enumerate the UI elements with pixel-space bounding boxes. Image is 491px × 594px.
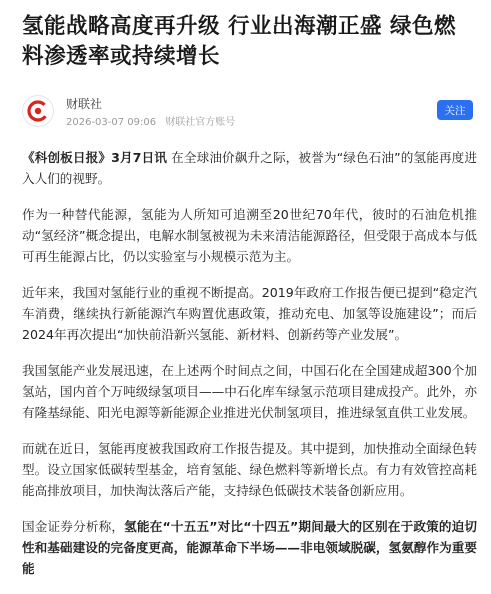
paragraph-text: 在全球油价飙升之际，被誉为“绿色石油”的氢能再度进入人们的视野。 — [22, 150, 477, 186]
article-title: 氢能战略高度再升级 行业出海潮正盛 绿色燃料渗透率或持续增长 — [22, 14, 456, 69]
paragraph-1 — [22, 147, 477, 189]
publish-timestamp: 2026-03-07 09:06 — [66, 117, 157, 128]
author-account-label: 财联社官方账号 — [165, 117, 236, 128]
paragraph-6 — [22, 516, 477, 579]
paragraph-3: 近年来，我国对氢能行业的重视不断提高。2019年政府工作报告便已提到“稳定汽车消费，继续执行新能源汽车购置优惠政策，推动充电、加氢等设施建设”；而后2024年再次提出“加快前沿新兴氢能、新材料、创新药等产业发展”。 — [22, 285, 477, 342]
paragraph-5: 而就在近日，氢能再度被我国政府工作报告提及。其中提到，加快推动全面绿色转型。设立国家低碳转型基金，培育氢能、绿色燃料等新增长点。有力有效管控高耗能高排放项目，加快淘汰落后产能，支持绿色低碳技术装备创新应用。 — [22, 441, 477, 498]
paragraph-2: 作为一种替代能源，氢能为人所知可追溯至20世纪70年代，彼时的石油危机推动“氢经济”概念提出，电解水制氢被视为未来清洁能源路径，但受限于高成本与低可再生能源占比，仍以实验室与小规模示范为主。 — [22, 207, 477, 264]
author-meta — [66, 113, 241, 128]
author-row — [22, 95, 477, 131]
dateline: 《科创板日报》3月7日讯 — [22, 150, 168, 165]
article-body — [22, 147, 477, 594]
follow-button[interactable]: 关注 — [437, 100, 473, 120]
avatar[interactable] — [22, 95, 54, 127]
paragraph-lead: 国金证券分析称， — [22, 519, 125, 534]
author-name[interactable]: 财联社 — [66, 97, 103, 111]
paragraph-text: 氢能在“十五五”对比“十四五”期间最大的区别在于政策的迫切性和基础建设的完备度更高，能源革命下半场——非电领域脱碳，氢氨醇作为重要能 — [22, 519, 478, 576]
paragraph-4: 我国氢能产业发展迅速，在上述两个时间点之间，中国石化在全国建成超300个加氢站，国内首个万吨级绿氢项目——中石化库车绿氢示范项目建成投产。此外，亦有隆基绿能、阳光电源等新能源企业推进光伏制氢项目，推进绿氢直供工业发展。 — [22, 363, 477, 420]
cls-logo-icon — [27, 100, 49, 122]
